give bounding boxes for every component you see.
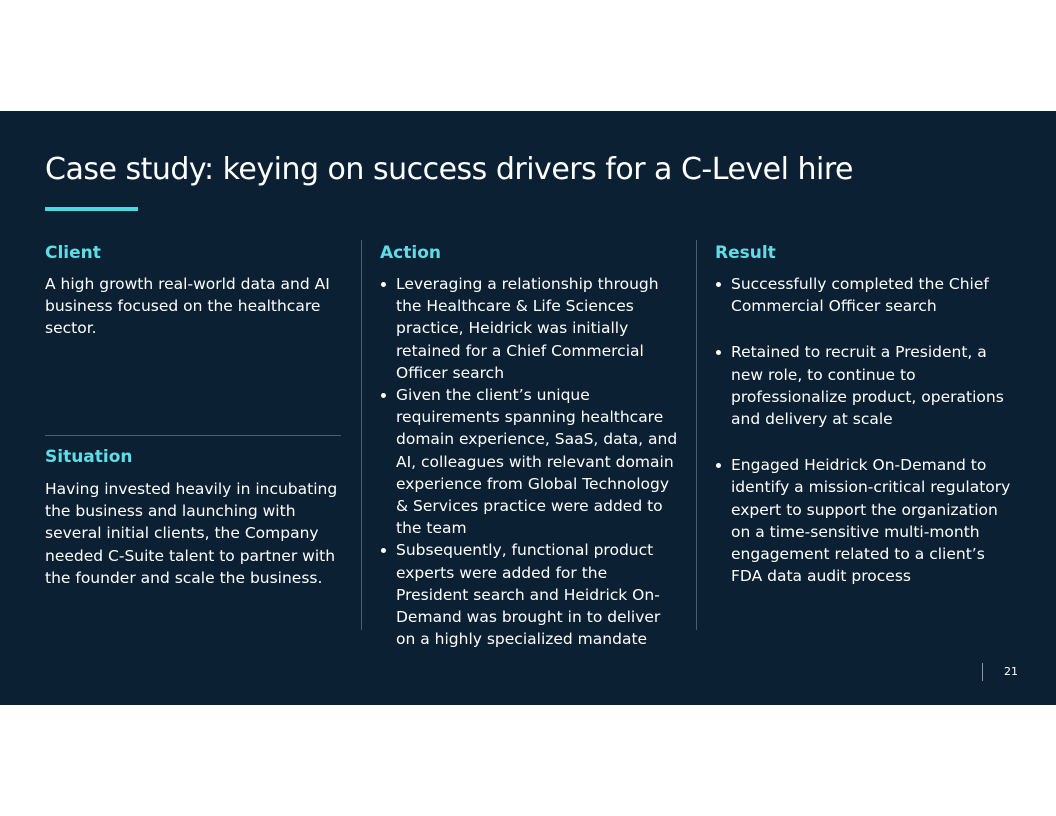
page-number: 21: [1004, 665, 1018, 678]
action-bullet-item: Subsequently, functional product experts were added for the President search and Heidrick On-Demand was brought in to deliver on a highly specialized mandate: [380, 539, 678, 650]
result-bullet-item: Engaged Heidrick On-Demand to identify a mission-critical regulatory expert to support the organization on a time-sensitive multi-month engagement related to a client’s FDA data audit process: [715, 454, 1013, 587]
result-bullet-item: Successfully completed the Chief Commercial Officer search: [715, 273, 1013, 317]
client-heading: Client: [45, 243, 101, 263]
action-bullet-list: [380, 273, 678, 650]
title-accent-rule: [45, 207, 138, 211]
situation-heading: Situation: [45, 447, 133, 467]
slide-title: Case study: keying on success drivers for a C-Level hire: [45, 152, 853, 187]
column-divider-1: [361, 240, 362, 630]
action-bullet-item: Leveraging a relationship through the Healthcare & Life Sciences practice, Heidrick was initially retained for a Chief Commercial Officer search: [380, 273, 678, 384]
result-bullet-item: Retained to recruit a President, a new role, to continue to professionalize product, operations and delivery at scale: [715, 341, 1013, 430]
client-text: A high growth real-world data and AI business focused on the healthcare sector.: [45, 275, 330, 338]
page-number-separator: [982, 663, 983, 681]
result-bullet-list: [715, 273, 1013, 587]
result-heading: Result: [715, 243, 776, 263]
left-column-divider: [45, 435, 341, 436]
action-bullet-item: Given the client’s unique requirements spanning healthcare domain experience, SaaS, data, and AI, colleagues with relevant domain experience from Global Technology & Services practice were added to the team: [380, 384, 678, 539]
situation-text: Having invested heavily in incubating the business and launching with several initial clients, the Company needed C-Suite talent to partner with the founder and scale the business.: [45, 480, 338, 587]
column-divider-2: [696, 240, 697, 630]
action-heading: Action: [380, 243, 441, 263]
